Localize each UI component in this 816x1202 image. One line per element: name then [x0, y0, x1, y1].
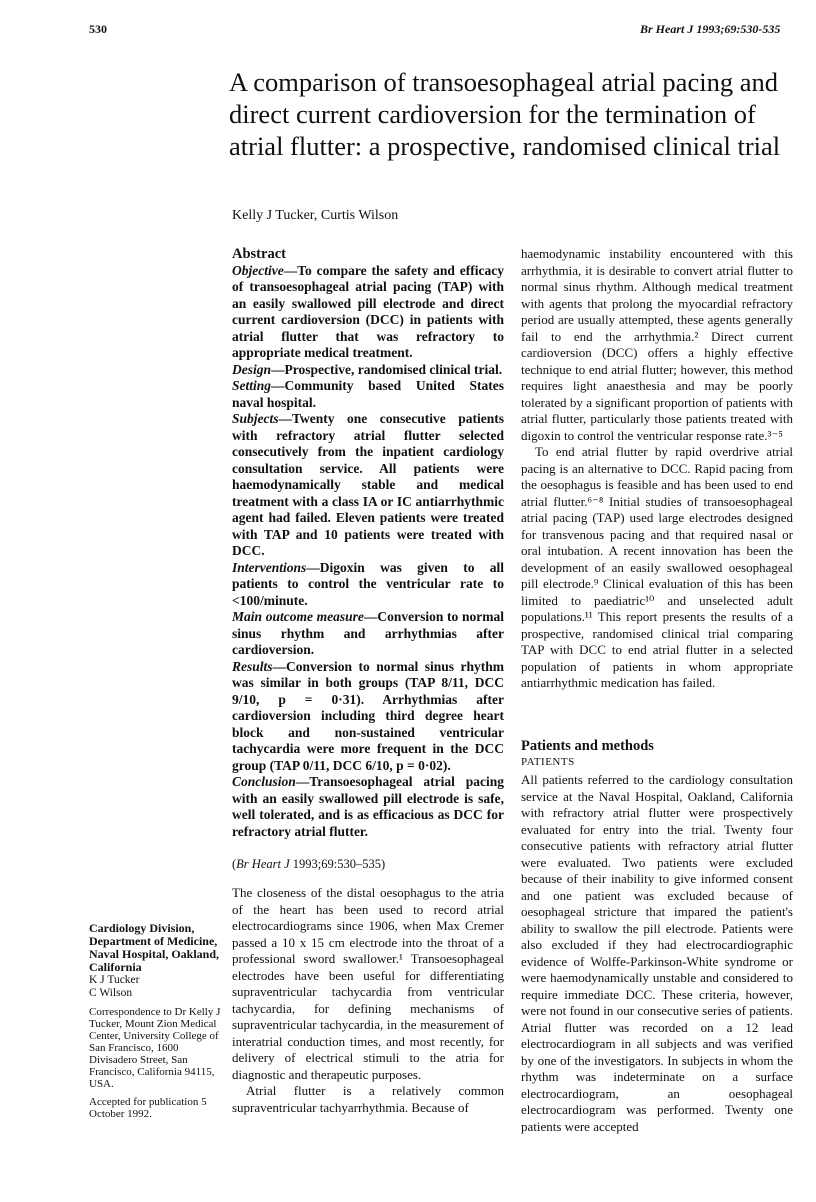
results-label: Results [232, 658, 273, 674]
abstract-interventions [232, 560, 504, 610]
abstract-setting [232, 378, 504, 411]
interventions-text: —Digoxin was given to all patients to control the ventricular rate to <100/minute. [232, 559, 504, 608]
section-heading: Patients and methods [521, 738, 654, 754]
correspondence: Correspondence to Dr Kelly J Tucker, Mount Zion Medical Center, University College of San Francisco, 1600 Divisadero Street, San Francisco, California 94115, USA. [89, 1006, 221, 1090]
citation [232, 857, 385, 872]
setting-label: Setting [232, 378, 272, 393]
abstract-objective [232, 263, 504, 362]
subjects-text: —Twenty one consecutive patients with refractory atrial flutter selected consecutively from the inpatient cardiology consultation service. All patients were haemodynamically stable and medical treatment with a class IA or IC antiarrhythmic agent had failed. Eleven patients were treated with TAP and 10 patients were treated with DCC. [232, 411, 504, 558]
abstract-heading: Abstract [232, 246, 286, 262]
citation-open: ( [232, 857, 237, 871]
accepted-date: Accepted for publication 5 October 1992. [89, 1096, 207, 1120]
design-label: Design [232, 361, 272, 377]
affiliation: Cardiology Division, Department of Medicine, Naval Hospital, Oakland, California [89, 921, 220, 974]
setting-text: —Community based United States naval hospital. [232, 378, 504, 410]
conclusion-label: Conclusion [232, 774, 296, 789]
abstract-conclusion [232, 774, 504, 840]
objective-text: —To compare the safety and efficacy of transoesophageal atrial pacing (TAP) with an easily swallowed pill electrode and direct current cardioversion (DCC) in patients with atrial flutter that was refractory to appropriate medical treatment. [232, 262, 504, 360]
patients-paragraph: All patients referred to the cardiology consultation service at the Naval Hospital, Oakland, California with refractory atrial flutter were prospectively evaluated for entry into the trial. Twenty four consecutive patients with refractory atrial flutter were evaluated. Two patients were excluded because of their inability to give informed consent and one patient was excluded because of oesophageal stricture that impared the patient's ability to swallow the pill electrode. Patients were also excluded if they had electrocardiographic evidence of Wolffe-Parkinson-White syndrome or were haemodynamically unstable and considered to require immediate DCC. These criteria, however, were not found in our consecutive series of patients. Atrial flutter was recorded on a 12 lead electrocardiogram in all subjects and was verified by one of the investigators. In subjects in whom the rhythm was indeterminate on a surface electrocardiogram, an oesophageal electrocardiogram was performed. Twenty one patients were accepted [521, 772, 793, 1134]
sidebar-author-1: K J Tucker [89, 974, 140, 986]
interventions-label: Interventions [232, 559, 307, 575]
conclusion-text: —Transoesophageal atrial pacing with an easily swallowed pill electrode is safe, well tolerated, and is as efficacious as DCC for refractory atrial flutter. [232, 774, 504, 839]
outcome-text: —Conversion to normal sinus rhythm and arrhythmias after cardioversion. [232, 609, 504, 657]
outcome-label: Main outcome measure [232, 609, 364, 624]
page-number: 530 [89, 22, 107, 36]
subjects-label: Subjects [232, 411, 279, 426]
abstract-subjects [232, 411, 504, 560]
abstract [232, 246, 504, 840]
journal-reference: Br Heart J 1993;69:530-535 [640, 22, 781, 36]
intro-column [232, 885, 504, 1116]
abstract-design [232, 362, 504, 379]
citation-rest: 1993;69:530–535) [289, 857, 386, 871]
author-sidebar [89, 922, 229, 1120]
right-paragraph-1: haemodynamic instability encountered with this arrhythmia, it is desirable to convert atrial flutter to normal sinus rhythm. Although medical treatment with agents that prolong the myocardial refractory period are usually attempted, these agents generally fail to end the arrhythmia.² Direct current cardioversion (DCC) offers a highly effective technique to end atrial flutter; however, this method requires light anaesthesia and may be poorly tolerated by a significant proportion of patients with atrial flutter, particularly those patients treated with digoxin to control the ventricular response rate.³⁻⁵ [521, 246, 793, 443]
abstract-outcome [232, 609, 504, 659]
article-title: A comparison of transoesophageal atrial pacing and direct current cardioversion for the termination of atrial flutter: a prospective, randomised clinical trial [229, 67, 781, 161]
citation-journal: Br Heart J [236, 857, 290, 871]
sidebar-author-2: C Wilson [89, 987, 133, 999]
design-text: —Prospective, randomised clinical trial. [271, 361, 503, 377]
right-paragraph-2: To end atrial flutter by rapid overdrive atrial pacing is an alternative to DCC. Rapid pacing from the oesophagus is feasible and has been used to end atrial flutter.⁶⁻⁸ Initial studies of transoesophageal atrial pacing (TAP) used large electrodes designed for transvenous pacing and that required nasal or oral intubation. A recent innovation has been the development of an easily swallowed oesophageal pill electrode.⁹ Clinical evaluation of this has been limited to paediatric¹⁰ and unselected adult populations.¹¹ This report presents the results of a prospective, randomised clinical trial comparing TAP with DCC to end atrial flutter in a selected population of patients in whom appropriate antiarrhythmic medication has failed. [521, 444, 793, 690]
intro-paragraph-1: The closeness of the distal oesophagus to the atria of the heart has been used to record atrial electrocardiograms since 1906, when Max Cremer passed a 10 x 15 cm electrode into the throat of a professional sword swallower.¹ Transoesophageal electrodes have been useful for differentiating supraventricular tachycardia from ventricular tachycardia, for defining mechanisms of supraventricular tachycardia, in the measurement of interatrial conduction times, and most recently, for delivery of electrical stimuli to the atria for diagnostic and therapeutic purposes. [232, 885, 504, 1082]
results-text: —Conversion to normal sinus rhythm was similar in both groups (TAP 8/11, DCC 9/10, p = 0·31). Arrhythmias after cardioversion including third degree heart block and non-sustained ventricular tachycardia were more frequent in the DCC group (TAP 0/11, DCC 6/10, p = 0·02). [232, 658, 504, 773]
objective-label: Objective [232, 262, 284, 278]
intro-paragraph-2: Atrial flutter is a relatively common supraventricular tachyarrhythmia. Because of [232, 1083, 504, 1115]
subsection-heading: PATIENTS [521, 756, 575, 768]
author-list: Kelly J Tucker, Curtis Wilson [232, 208, 399, 223]
abstract-results [232, 659, 504, 775]
patients-column [521, 772, 793, 1135]
right-column [521, 246, 793, 692]
